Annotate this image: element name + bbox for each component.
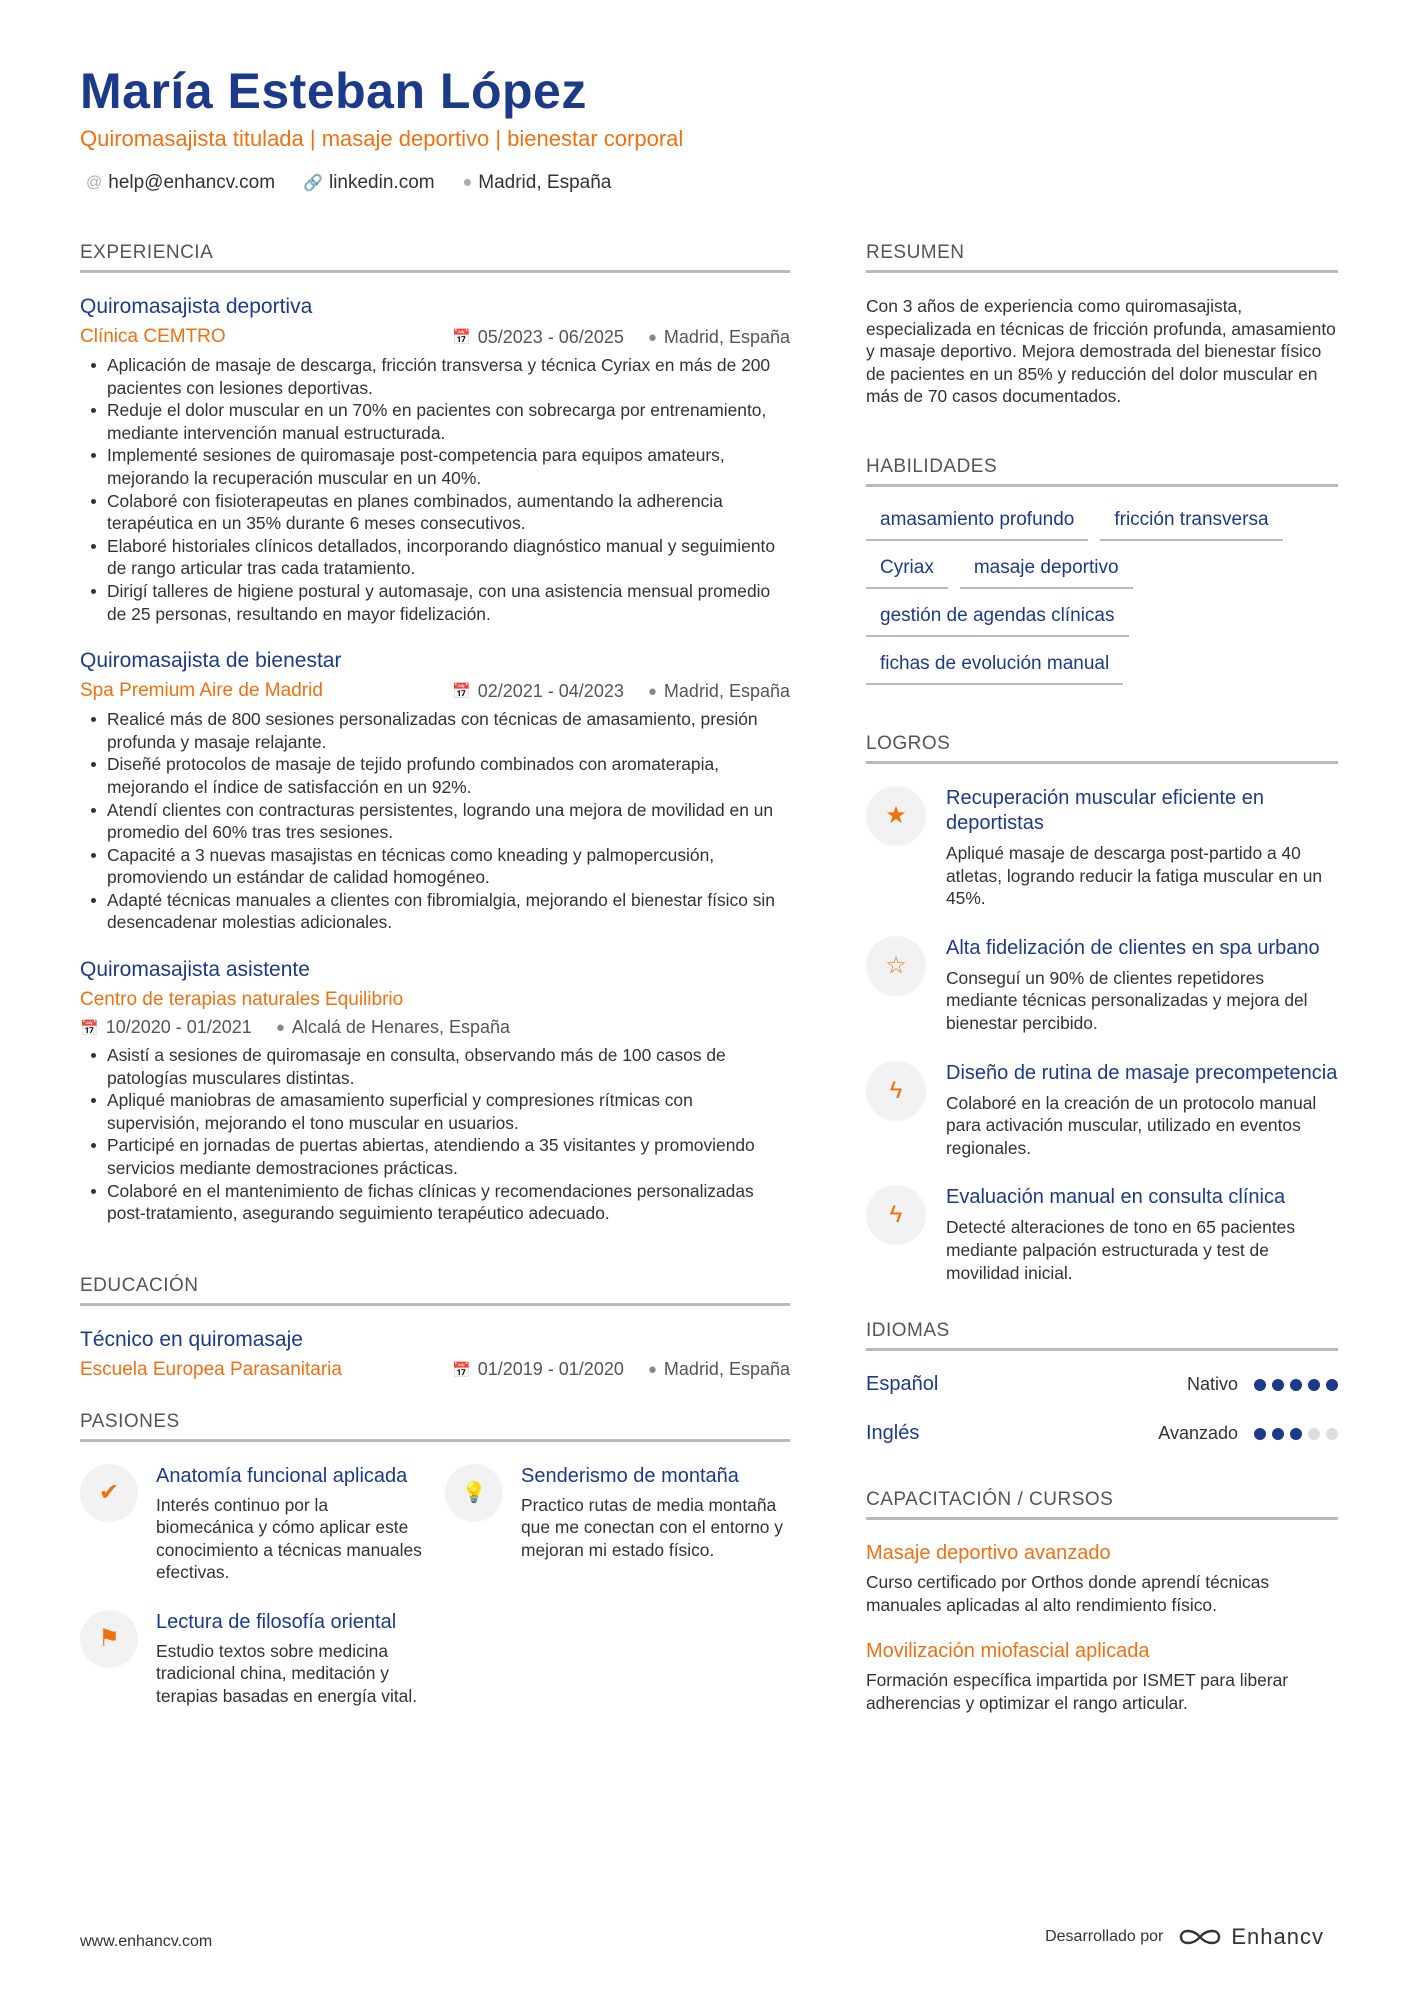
- achievement-item: [866, 786, 1338, 910]
- achievement-body: [946, 786, 1338, 910]
- achievement-item: [866, 1185, 1338, 1284]
- location-pin-icon: ●: [462, 174, 473, 191]
- lightning-icon: ϟ: [866, 1185, 926, 1245]
- job-row: [80, 680, 790, 702]
- achievement-title: Evaluación manual en consulta clínica: [946, 1186, 1286, 1209]
- section-title-languages: IDIOMAS: [866, 1320, 1338, 1351]
- passions-grid: [80, 1464, 790, 1708]
- language-name: Español: [866, 1373, 939, 1396]
- education-degree: Técnico en quiromasaje: [80, 1327, 303, 1351]
- bullet-item: Aplicación de masaje de descarga, fricción transversa y técnica Cyriax en más de 200 pacientes con lesiones deportivas.: [80, 354, 790, 399]
- job-title: Quiromasajista de bienestar: [80, 649, 342, 673]
- achievements-list: [866, 786, 1338, 1284]
- bullet-item: Participé en jornadas de puertas abiertas, atendiendo a 35 visitantes y promoviendo servicios mediante demostraciones prácticas.: [80, 1134, 790, 1179]
- calendar-icon: 📅: [452, 683, 471, 701]
- achievement-body: [946, 1061, 1338, 1160]
- job-meta: [452, 327, 790, 348]
- section-title-achievements: LOGROS: [866, 733, 1338, 764]
- linkedin-text: linkedin.com: [328, 172, 435, 193]
- bullet-item: Adapté técnicas manuales a clientes con fibromialgia, mejorando el bienestar físico sin desencadenar molestias adicionales.: [80, 889, 790, 934]
- location-pin-icon: ●: [275, 1019, 285, 1037]
- education-location: Madrid, España: [663, 1359, 790, 1380]
- job-meta: [452, 681, 790, 702]
- bullet-item: Reduje el dolor muscular en un 70% en pacientes con sobrecarga por entrenamiento, mediante intervención manual estructurada.: [80, 399, 790, 444]
- experience-entry: [80, 295, 790, 625]
- job-meta: [80, 1017, 510, 1038]
- passion-title: Anatomía funcional aplicada: [156, 1464, 408, 1487]
- bullet-item: Diseñé protocolos de masaje de tejido profundo combinados con aromaterapia, mejorando el índice de satisfacción en un 92%.: [80, 753, 790, 798]
- calendar-icon: 📅: [80, 1019, 99, 1037]
- location-pin-icon: ●: [647, 1361, 657, 1379]
- contact-linkedin[interactable]: [303, 172, 435, 194]
- achievement-item: [866, 1061, 1338, 1160]
- section-title-passions: PASIONES: [80, 1411, 790, 1442]
- skill-tag: masaje deportivo: [960, 557, 1133, 589]
- language-row: [866, 1422, 1338, 1445]
- section-title-summary: RESUMEN: [866, 242, 1338, 273]
- rating-dot: [1254, 1379, 1266, 1391]
- powered-by-text: Desarrollado por: [1045, 1928, 1164, 1945]
- achievement-desc: Detecté alteraciones de tono en 65 pacientes mediante palpación estructurada y test de movilidad inicial.: [946, 1217, 1296, 1283]
- job-bullets: [80, 354, 790, 625]
- footer-branding: [1045, 1924, 1324, 1950]
- job-title: Quiromasajista deportiva: [80, 295, 313, 318]
- job-row: [80, 326, 790, 348]
- job-dates: [452, 681, 624, 702]
- section-title-education: EDUCACIÓN: [80, 1275, 790, 1306]
- achievement-item: [866, 936, 1338, 1035]
- job-bullets: [80, 708, 790, 934]
- rating-dot: [1272, 1379, 1284, 1391]
- rating-dot: [1308, 1379, 1320, 1391]
- headline: Quiromasajista titulada | masaje deportivo | bienestar corporal: [80, 126, 684, 151]
- passion-body: [521, 1464, 790, 1584]
- rating-dot: [1254, 1428, 1266, 1440]
- rating-dot: [1326, 1428, 1338, 1440]
- language-row: [866, 1373, 1338, 1396]
- job-company: Spa Premium Aire de Madrid: [80, 680, 323, 702]
- calendar-icon: 📅: [452, 329, 471, 346]
- passion-title: Lectura de filosofía oriental: [156, 1610, 397, 1633]
- lightning-icon: ϟ: [866, 1061, 926, 1121]
- passion-desc: Interés continuo por la biomecánica y cómo aplicar este conocimiento a técnicas manuales efectivas.: [156, 1494, 422, 1583]
- at-icon: @: [86, 174, 103, 191]
- star-filled-icon: ★: [866, 786, 926, 846]
- passion-item: [80, 1610, 425, 1708]
- skills-list: [866, 509, 1338, 685]
- job-company: Centro de terapias naturales Equilibrio: [80, 989, 404, 1011]
- education-entry: [80, 1328, 790, 1381]
- bullet-item: Atendí clientes con contracturas persistentes, logrando una mejora de movilidad en un promedio del 60% tras tres sesiones.: [80, 799, 790, 844]
- achievement-title: Recuperación muscular eficiente en deportistas: [946, 786, 1264, 834]
- rating-dot: [1326, 1379, 1338, 1391]
- bullet-item: Asistí a sesiones de quiromasaje en consulta, observando más de 100 casos de patologías musculares distintas.: [80, 1044, 790, 1089]
- skill-tag: fricción transversa: [1100, 509, 1282, 541]
- rating-dot: [1272, 1428, 1284, 1440]
- left-column: [80, 242, 790, 1707]
- job-row: [80, 1017, 790, 1038]
- link-icon: 🔗: [303, 175, 323, 192]
- bullet-item: Implementé sesiones de quiromasaje post-competencia para equipos amateurs, mejorando la recuperación muscular en un 40%.: [80, 444, 790, 489]
- job-company: Clínica CEMTRO: [80, 326, 226, 347]
- course-title: Movilización miofascial aplicada: [866, 1640, 1150, 1663]
- rating-dot: [1290, 1428, 1302, 1440]
- contact-location: [463, 172, 612, 194]
- skill-tag: Cyriax: [866, 557, 948, 589]
- flag-icon: ⚑: [80, 1610, 138, 1668]
- experience-entry: [80, 958, 790, 1225]
- job-dates-text: 05/2023 - 06/2025: [477, 326, 624, 347]
- bullet-item: Dirigí talleres de higiene postural y automasaje, con una asistencia mensual promedio de 25 personas, resultando en mayor fidelización.: [80, 580, 790, 625]
- course-desc: Formación específica impartida por ISMET para liberar adherencias y optimizar el rango articular.: [866, 1670, 1289, 1713]
- passion-title: Senderismo de montaña: [521, 1464, 739, 1487]
- calendar-icon: 📅: [452, 1361, 471, 1379]
- checkmark-icon: ✔: [80, 1464, 138, 1522]
- passion-body: [156, 1464, 425, 1584]
- job-bullets: [80, 1044, 790, 1225]
- job-dates-text: 10/2020 - 01/2021: [105, 1017, 252, 1038]
- language-name: Inglés: [866, 1422, 920, 1445]
- job-title: Quiromasajista asistente: [80, 958, 310, 982]
- achievement-title: Alta fidelización de clientes en spa urbano: [946, 936, 1320, 959]
- candidate-name: María Esteban López: [80, 63, 587, 119]
- education-dates: 01/2019 - 01/2020: [477, 1359, 624, 1380]
- achievement-body: [946, 936, 1338, 1035]
- job-location: [276, 1017, 510, 1038]
- job-row: [80, 989, 790, 1011]
- right-column: [866, 242, 1338, 1738]
- achievement-desc: Apliqué masaje de descarga post-partido a 40 atletas, logrando reducir la fatiga muscular en un 45%.: [946, 842, 1323, 909]
- language-level: Avanzado: [1158, 1423, 1238, 1444]
- course-item: [866, 1542, 1338, 1616]
- job-location-text: Madrid, España: [663, 326, 790, 347]
- location-text: Madrid, España: [478, 172, 612, 193]
- skill-tag: amasamiento profundo: [866, 509, 1088, 541]
- job-location-text: Madrid, España: [663, 680, 790, 701]
- bullet-item: Elaboré historiales clínicos detallados, incorporando diagnóstico manual y seguimiento de rango articular tras cada tratamiento.: [80, 535, 790, 580]
- language-rating: [1254, 1379, 1338, 1391]
- brand-name: Enhancv: [1231, 1924, 1324, 1949]
- rating-dot: [1290, 1379, 1302, 1391]
- summary-text: Con 3 años de experiencia como quiromasajista, especializada en técnicas de fricción profunda, amasamiento y masaje deportivo. Mejora demostrada del bienestar físico de pacientes en un 85% y reducción del dolor muscular en más de 70 casos documentados.: [866, 296, 1336, 407]
- achievement-title: Diseño de rutina de masaje precompetencia: [946, 1061, 1338, 1084]
- achievement-desc: Conseguí un 90% de clientes repetidores mediante técnicas personalizadas y mejora del bienestar percibido.: [946, 967, 1308, 1033]
- passion-desc: Practico rutas de media montaña que me conectan con el entorno y mejoran mi estado físico.: [521, 1494, 783, 1560]
- job-dates: [80, 1017, 252, 1038]
- section-title-skills: HABILIDADES: [866, 456, 1338, 487]
- achievement-body: [946, 1185, 1338, 1284]
- passion-item: [445, 1464, 790, 1584]
- location-pin-icon: ●: [647, 328, 657, 346]
- job-location: [648, 327, 790, 348]
- lightbulb-icon: 💡: [445, 1464, 503, 1522]
- achievement-desc: Colaboré en la creación de un protocolo manual para activación muscular, utilizado en eventos regionales.: [946, 1092, 1317, 1158]
- job-location-text: Alcalá de Henares, España: [291, 1017, 511, 1038]
- star-outline-icon: ☆: [866, 936, 926, 996]
- email-text: help@enhancv.com: [108, 172, 276, 193]
- section-title-courses: CAPACITACIÓN / CURSOS: [866, 1489, 1338, 1520]
- course-title: Masaje deportivo avanzado: [866, 1542, 1111, 1565]
- job-dates: [452, 327, 624, 348]
- bullet-item: Colaboré en el mantenimiento de fichas clínicas y recomendaciones personalizadas post-tratamiento, asegurando seguimiento terapéutico adecuado.: [80, 1180, 790, 1225]
- passion-desc: Estudio textos sobre medicina tradicional china, meditación y terapias basadas en energía vital.: [156, 1640, 418, 1706]
- contact-email[interactable]: [86, 172, 275, 194]
- skill-tag: gestión de agendas clínicas: [866, 605, 1129, 637]
- bullet-item: Realicé más de 800 sesiones personalizadas con técnicas de amasamiento, presión profunda y masaje relajante.: [80, 708, 790, 753]
- skill-tag: fichas de evolución manual: [866, 653, 1123, 685]
- course-desc: Curso certificado por Orthos donde aprendí técnicas manuales aplicadas al alto rendimiento físico.: [866, 1572, 1270, 1615]
- experience-list: [80, 295, 790, 1225]
- enhancv-logo: [1177, 1924, 1324, 1950]
- languages-list: [866, 1373, 1338, 1445]
- language-rating: [1254, 1428, 1338, 1440]
- footer-website[interactable]: www.enhancv.com: [80, 1933, 213, 1950]
- job-location: [648, 681, 790, 702]
- location-pin-icon: ●: [647, 682, 657, 700]
- section-title-experience: EXPERIENCIA: [80, 242, 790, 273]
- passion-body: [156, 1610, 425, 1708]
- bullet-item: Colaboré con fisioterapeutas en planes combinados, aumentando la adherencia terapéutica en un 35% durante 6 meses consecutivos.: [80, 490, 790, 535]
- education-school: Escuela Europea Parasanitaria: [80, 1358, 342, 1380]
- job-dates-text: 02/2021 - 04/2023: [477, 680, 624, 701]
- passion-item: [80, 1464, 425, 1584]
- bullet-item: Capacité a 3 nuevas masajistas en técnicas como kneading y palmopercusión, promoviendo un estándar de calidad homogéneo.: [80, 844, 790, 889]
- contact-bar: [86, 172, 611, 194]
- language-level: Nativo: [1186, 1374, 1238, 1395]
- bullet-item: Apliqué maniobras de amasamiento superficial y compresiones rítmicas con supervisión, mejorando el tono muscular en usuarios.: [80, 1089, 790, 1134]
- courses-list: [866, 1542, 1338, 1714]
- course-item: [866, 1640, 1338, 1714]
- experience-entry: [80, 649, 790, 934]
- enhancv-logo-icon: [1177, 1925, 1223, 1949]
- rating-dot: [1308, 1428, 1320, 1440]
